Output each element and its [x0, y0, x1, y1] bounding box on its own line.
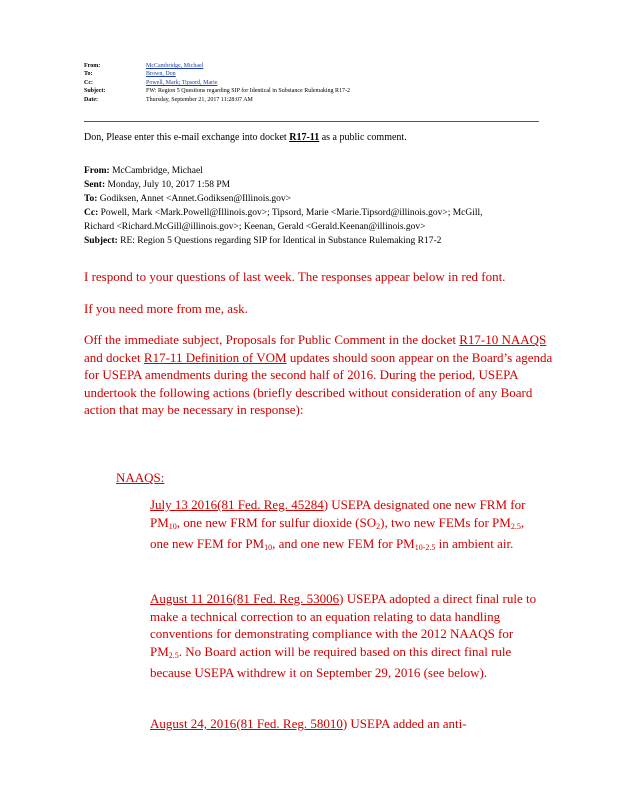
header-date-value: Thursday, September 21, 2017 11:28:07 AM: [146, 96, 253, 103]
item3-text: ) USEPA added an anti-: [342, 716, 467, 731]
item2-text: . No Board action will be required based on this direct final rule because USEPA withdrew it on September 29, 2016 (see below).: [150, 643, 512, 680]
item1-subscript: 2: [376, 521, 381, 531]
fwd-from-label: From:: [84, 166, 110, 176]
reply-paragraph-2: If you need more from me, ask.: [84, 300, 248, 316]
docket-r17-10-link[interactable]: R17-10 NAAQS: [459, 332, 547, 347]
fwd-subject-value: RE: Region 5 Questions regarding SIP for Identical in Substance Rulemaking R17-2: [117, 236, 442, 246]
forwarded-header: [84, 164, 544, 248]
item3-citation-link[interactable]: (81 Fed. Reg. 58010: [236, 716, 343, 731]
item2-text: ) USEPA adopted a direct final rule to make a technical correction to an equation relating to data handling conventions for demonstrating compliance with the 2012 NAAQS for PM: [150, 591, 537, 659]
email-header: [84, 62, 544, 104]
item1-citation-link[interactable]: (81 Fed. Reg. 45284: [217, 497, 324, 512]
item1-subscript: 2.5: [510, 521, 521, 531]
naaqs-item-august-24: [150, 715, 540, 733]
item1-text: in ambient air.: [435, 536, 514, 551]
fwd-cc-value-cont: Richard <Richard.McGill@illinois.gov>; Keenan, Gerald <Gerald.Keenan@illinois.gov>: [84, 222, 426, 232]
header-subject-label: Subject:: [84, 88, 106, 95]
header-date-label: Date:: [84, 96, 98, 103]
header-from-link[interactable]: McCambridge, Michael: [146, 63, 204, 69]
item3-date-link[interactable]: August 24, 2016: [150, 716, 237, 731]
header-cc-row: [84, 79, 544, 87]
item1-subscript: 10: [168, 521, 177, 531]
reply-body: [84, 268, 554, 433]
p3-text-c: updates should soon appear on the Board’s agenda for USEPA amendments during the second half of 2016. During the period, USEPA undertook the following actions (briefly described without consideration of any Board action that may be necessary in response):: [84, 349, 553, 417]
header-from-row: [84, 62, 544, 70]
item1-text: , and one new FEM for PM: [272, 536, 415, 551]
header-cc-link[interactable]: Powell, Mark; Tipsord, Marie: [146, 79, 218, 86]
naaqs-item-august-11: [150, 590, 540, 682]
item2-date-link[interactable]: August 11 2016: [150, 591, 233, 606]
header-divider: [84, 121, 539, 122]
intro-line: [84, 132, 407, 143]
fwd-subject-label: Subject:: [84, 236, 118, 246]
fwd-to-label: To:: [84, 194, 98, 204]
item2-subscript: 2.5: [168, 650, 179, 660]
item2-citation-link[interactable]: (81 Fed. Reg. 53006: [232, 591, 340, 606]
header-to-link[interactable]: Brown, Don: [146, 71, 176, 78]
header-to-label: To:: [84, 71, 93, 78]
item1-text: , one new FEM for PM: [150, 514, 525, 551]
intro-docket-link[interactable]: R17-11: [289, 132, 320, 143]
fwd-cc-label: Cc:: [84, 208, 99, 218]
naaqs-heading: NAAQS:: [116, 470, 165, 485]
reply-paragraph-3: [84, 331, 554, 419]
header-subject-value: FW: Region 5 Questions regarding SIP for Identical in Substance Rulemaking R17-2: [146, 88, 351, 95]
reply-paragraph-1: I respond to your questions of last week. The responses appear below in red font.: [84, 269, 506, 284]
intro-text-end: as a public comment.: [319, 132, 407, 143]
item1-date-link[interactable]: July 13 2016: [150, 497, 218, 512]
docket-r17-11-link[interactable]: R17-11 Definition of VOM: [143, 349, 287, 365]
fwd-sent-value: Monday, July 10, 2017 1:58 PM: [105, 180, 231, 190]
fwd-from-value: McCambridge, Michael: [109, 166, 203, 176]
item1-text: ), two new FEMs for PM: [380, 514, 511, 530]
item1-text: , one new FRM for sulfur dioxide (SO: [176, 514, 377, 530]
header-to-row: [84, 70, 544, 78]
item1-text: ) USEPA designated one new FRM for PM: [150, 497, 526, 530]
fwd-sent-label: Sent:: [84, 180, 106, 190]
header-subject-row: [84, 87, 544, 95]
header-date-row: [84, 96, 544, 104]
fwd-to-value: Godiksen, Annet <Annet.Godiksen@Illinois.gov>: [97, 194, 292, 204]
item1-subscript: 10: [264, 543, 273, 552]
p3-text-a: Off the immediate subject, Proposals for Public Comment in the docket: [84, 332, 460, 347]
intro-text: Don, Please enter this e-mail exchange into docket: [84, 132, 290, 143]
header-cc-label: Cc:: [84, 79, 93, 86]
header-from-label: From:: [84, 63, 101, 69]
fwd-cc-value: Powell, Mark <Mark.Powell@Illinois.gov>; Tipsord, Marie <Marie.Tipsord@illinois.gov>; McGill,: [98, 208, 483, 218]
item1-subscript: 10-2.5: [414, 543, 436, 552]
p3-text-b: and docket: [84, 349, 144, 365]
naaqs-item-july: [150, 496, 540, 557]
